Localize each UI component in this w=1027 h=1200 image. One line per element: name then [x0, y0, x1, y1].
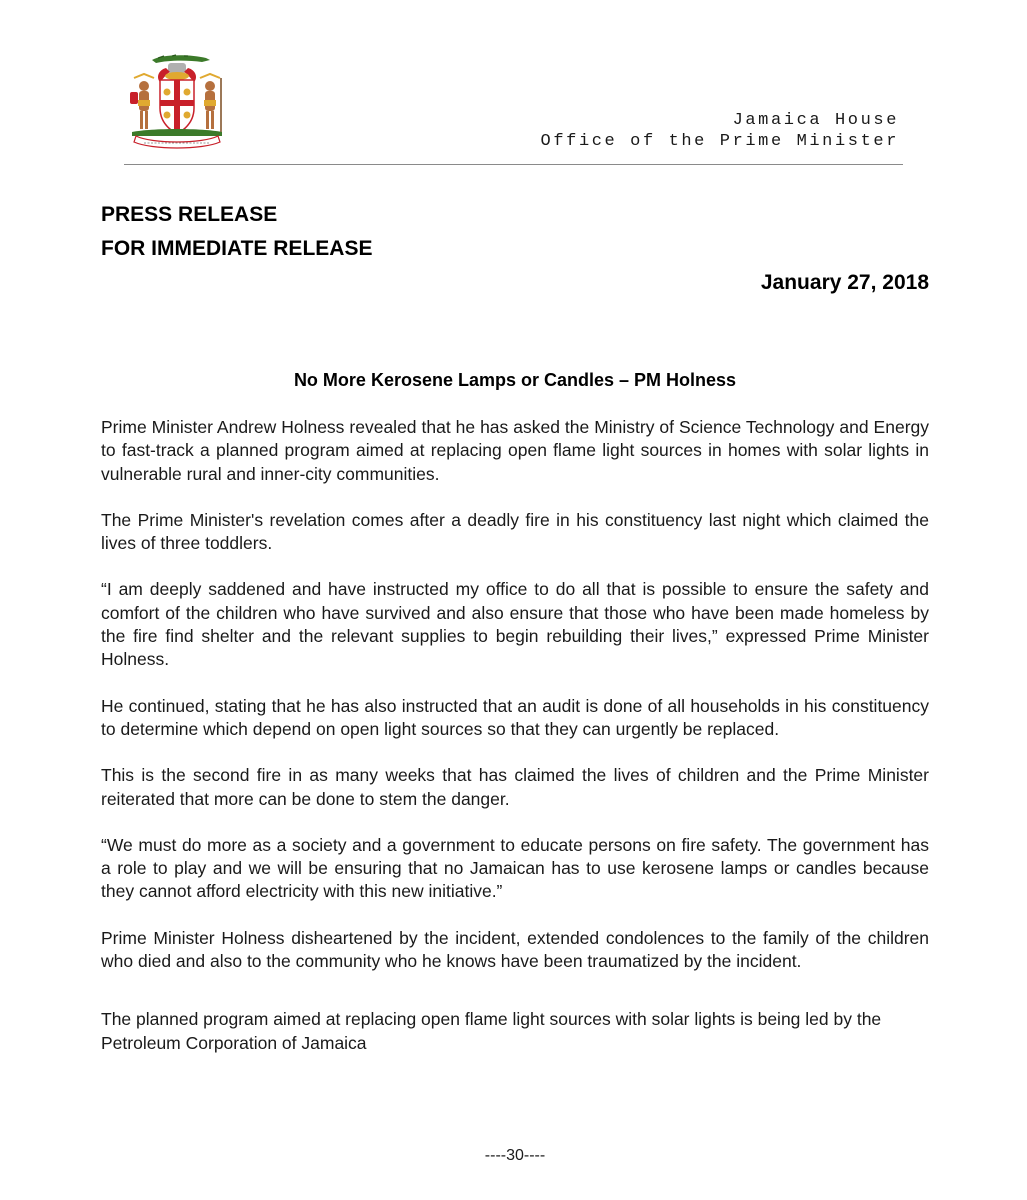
paragraph-3: “I am deeply saddened and have instructed my office to do all that is possible to ensure the safety and comfort of the children who have survived and also ensure that those who have been made homeless by the fire find shelter and the relevant supplies to begin rebuilding their lives,” expressed Prime Minister Holness.	[101, 579, 929, 670]
letterhead-office: Office of the Prime Minister	[540, 132, 899, 151]
paragraph-5: This is the second fire in as many weeks that has claimed the lives of children and the Prime Minister reiterated that more can be done to stem the danger.	[101, 765, 929, 809]
closing-mark: ----30----	[484, 1147, 546, 1164]
release-date: January 27, 2018	[760, 271, 929, 294]
letterhead-divider	[124, 164, 903, 165]
release-body	[101, 416, 929, 1078]
paragraph-1: Prime Minister Andrew Holness revealed that he has asked the Ministry of Science Technology and Energy to fast-track a planned program aimed at replacing open flame light sources in homes with solar lights in vulnerable rural and inner-city communities.	[101, 417, 929, 484]
paragraph-7: Prime Minister Holness disheartened by the incident, extended condolences to the family of the children who died and also to the community who he knows have been traumatized by the incident.	[101, 927, 929, 972]
paragraph-6: “We must do more as a society and a government to educate persons on fire safety. The government has a role to play and we will be ensuring that no Jamaican has to use kerosene lamps or candles because they cannot afford electricity with this new initiative.”	[101, 834, 929, 902]
headline: No More Kerosene Lamps or Candles – PM Holness	[293, 370, 737, 390]
letterhead-jamaica-house: Jamaica House	[732, 111, 899, 130]
paragraph-8: The planned program aimed at replacing open flame light sources with solar lights is being led by the Petroleum Corporation of Jamaica	[101, 1009, 882, 1053]
immediate-release-label: FOR IMMEDIATE RELEASE	[101, 237, 373, 260]
letterhead	[541, 110, 899, 152]
paragraph-4: He continued, stating that he has also instructed that an audit is done of all households in his constituency to determine which depend on open light sources so that they can urgently be replaced.	[101, 695, 929, 739]
press-release-label: PRESS RELEASE	[101, 203, 278, 226]
jamaica-coat-of-arms-icon	[122, 48, 232, 150]
paragraph-2: The Prime Minister's revelation comes after a deadly fire in his constituency last night which claimed the lives of three toddlers.	[101, 509, 929, 554]
